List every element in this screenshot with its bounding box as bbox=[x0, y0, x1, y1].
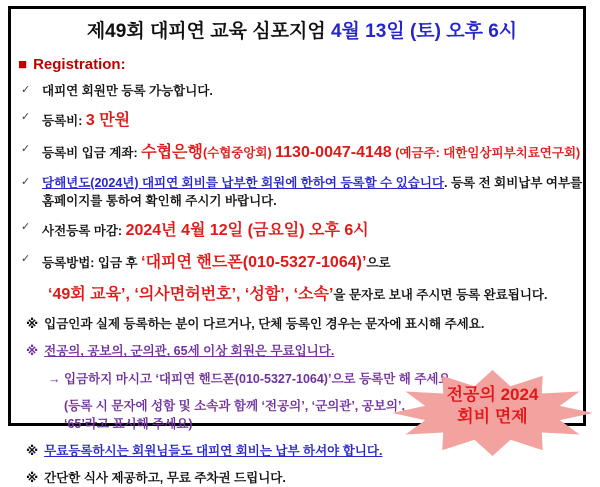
reference-mark-icon: ※ bbox=[26, 344, 39, 359]
account-holder: (예금주: 대한임상피부치료연구회) bbox=[395, 146, 581, 161]
eligibility-highlight: 당해년도(2024년) 대피연 회비를 납부한 회원에 한하여 등록할 수 있습니다 bbox=[42, 175, 445, 190]
note-free-members bbox=[18, 342, 586, 360]
note-dues-required-text: 무료등록하시는 회원님들도 대피연 회비는 납부 하셔야 합니다. bbox=[44, 443, 383, 458]
bullet-account bbox=[18, 141, 586, 164]
note-different-payer-text: 입금인과 실제 등록하는 분이 다르거나, 단체 등록인 경우는 문자에 표시해 주세요. bbox=[44, 317, 485, 332]
account-label: 등록비 입금 계좌: bbox=[42, 146, 138, 161]
account-number: 1130-0047-4148 bbox=[275, 144, 392, 162]
check-icon: ✓ bbox=[21, 220, 31, 233]
bank-name: 수협은행 bbox=[141, 144, 203, 162]
note-free-arrow-text: 입금하지 마시고 ‘대피연 핸드폰(010-5327-1064)’으로 등록만 해 주세요. bbox=[63, 371, 455, 386]
badge-line-1: 전공의 2024 bbox=[446, 385, 539, 404]
reference-mark-icon: ※ bbox=[26, 317, 39, 332]
bullet-sms-items bbox=[18, 283, 586, 306]
sms-items: ‘49회 교육’, ‘의사면허번호’, ‘성함’, ‘소속’ bbox=[48, 286, 334, 304]
deadline-label: 사전등록 마감: bbox=[42, 223, 123, 238]
registration-heading-label: Registration: bbox=[33, 56, 126, 73]
method-label: 등록방법: 입금 후 bbox=[42, 255, 138, 270]
badge-text bbox=[390, 384, 595, 428]
title-text: 제49회 대피연 교육 심포지엄 bbox=[86, 21, 326, 42]
reference-mark-icon: ※ bbox=[26, 471, 39, 486]
badge-line-2: 회비 면제 bbox=[457, 407, 528, 427]
red-square-icon: ■ bbox=[18, 56, 28, 73]
fee-value: 3 만원 bbox=[85, 112, 131, 130]
bullet-method bbox=[18, 251, 586, 274]
bullet-member-only bbox=[18, 82, 586, 100]
note-different-payer bbox=[18, 315, 586, 333]
exemption-starburst-badge bbox=[390, 368, 595, 458]
registration-heading bbox=[18, 56, 586, 73]
note-meal-parking bbox=[18, 469, 586, 487]
fee-label: 등록비: bbox=[42, 114, 83, 129]
deadline-value: 2024년 4월 12일 (금요일) 오후 6시 bbox=[125, 221, 369, 239]
check-icon: ✓ bbox=[21, 175, 31, 188]
check-icon: ✓ bbox=[21, 111, 31, 124]
bank-branch: (수협중앙회) bbox=[202, 146, 272, 161]
sms-rest: 을 문자로 보내 주시면 등록 완료됩니다. bbox=[333, 288, 548, 303]
arrow-icon: → bbox=[48, 371, 61, 386]
check-icon: ✓ bbox=[21, 84, 31, 96]
method-suffix: 으로 bbox=[366, 255, 391, 270]
note-free-members-text: 전공의, 공보의, 군의관, 65세 이상 회원은 무료입니다. bbox=[44, 344, 335, 359]
title-datetime: 4월 13일 (토) 오후 6시 bbox=[330, 21, 518, 42]
bullet-fee bbox=[18, 109, 586, 132]
bullet-eligibility bbox=[18, 174, 586, 210]
note-free-paren-text: (등록 시 문자에 성함 및 소속과 함께 ‘전공의’, ‘군의관’, 공보의’, ‘65’라고 표시해 주세요) bbox=[64, 398, 405, 431]
slide-title bbox=[18, 16, 586, 43]
check-icon: ✓ bbox=[21, 143, 31, 156]
method-phone: ‘대피연 핸드폰(010-5327-1064)’ bbox=[141, 253, 367, 271]
note-meal-parking-text: 간단한 식사 제공하고, 무료 주차권 드립니다. bbox=[44, 471, 286, 486]
eligibility-rest: . 등록 전 회비납부 여부를 홈페이지를 통하여 확인해 주시기 바랍니다. bbox=[42, 175, 583, 208]
check-icon: ✓ bbox=[21, 252, 31, 265]
bullet-member-only-text: 대피연 회원만 등록 가능합니다. bbox=[42, 84, 213, 98]
reference-mark-icon: ※ bbox=[26, 443, 39, 458]
bullet-deadline bbox=[18, 219, 586, 242]
